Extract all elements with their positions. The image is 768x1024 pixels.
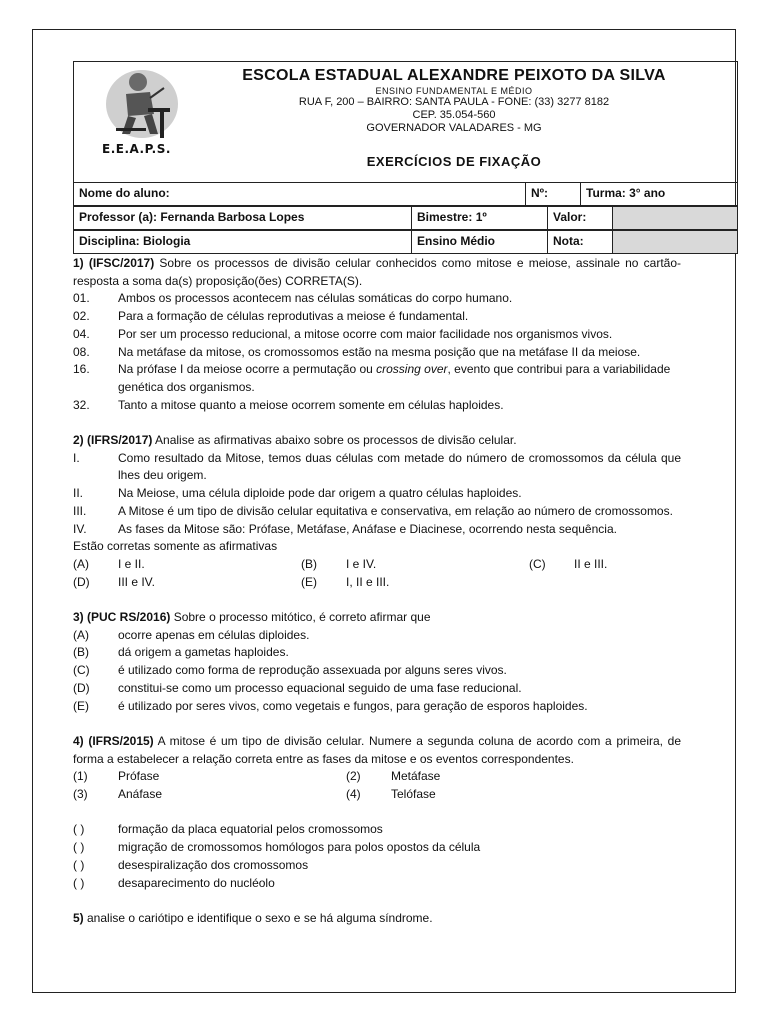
question-4	[73, 733, 681, 768]
term-field: Bimestre: 1º	[411, 206, 548, 230]
alternative[interactable]: (A) ocorre apenas em células diploides.	[73, 627, 310, 642]
question-2-item: II. Na Meiose, uma célula diploide pode dar origem a quatro células haploides.	[73, 486, 522, 501]
school-address: RUA F, 200 – BAIRRO: SANTA PAULA - FONE: (33) 3277 8182	[298, 96, 610, 108]
grade-field[interactable]	[612, 230, 738, 254]
phase-item: (3) Anáfase	[73, 787, 163, 802]
question-2-item: III. A Mitose é um tipo de divisão celular equitativa e conservativa, em relação ao número de cromossomos.	[73, 503, 673, 518]
event-item[interactable]: ( ) desaparecimento do nucléolo	[73, 875, 275, 890]
question-1-item-16: 16. Na prófase I da meiose ocorre a permutação ou crossing over, evento que contribui para a variabilidade genética dos organismos.	[73, 362, 671, 394]
question-5	[73, 910, 681, 928]
alternative[interactable]: (B) dá origem a gametas haploides.	[73, 645, 289, 660]
exercise-content	[73, 255, 681, 928]
alternative[interactable]: (A) I e II.	[73, 556, 145, 571]
question-3-source: 3) (PUC RS/2016)	[73, 610, 171, 625]
question-2-alternatives	[73, 574, 681, 592]
level-field: Ensino Médio	[411, 230, 548, 254]
question-3-intro: Sobre o processo mitótico, é correto afirmar que	[170, 610, 431, 625]
alternative[interactable]: (E) é utilizado por seres vivos, como vegetais e fungos, para geração de esporos haploides.	[73, 698, 588, 713]
value-label: Valor:	[547, 206, 613, 230]
question-1-intro: Sobre os processos de divisão celular conhecidos como mitose e meiose, assinale no cartão-resposta a soma da(s) proposição(ões) CORRETA(S).	[73, 256, 681, 288]
alternative[interactable]: (B) I e IV.	[301, 556, 377, 571]
alternative[interactable]: (D) constitui-se como um processo equacional seguido de uma fase reducional.	[73, 680, 522, 695]
event-item[interactable]: ( ) desespiralização dos cromossomos	[73, 857, 309, 872]
question-1	[73, 255, 681, 290]
question-1-item: 32. Tanto a mitose quanto a meiose ocorrem somente em células haploides.	[73, 397, 504, 412]
question-4-phases	[73, 786, 681, 804]
phase-item: (1) Prófase	[73, 769, 160, 784]
question-1-item: 04. Por ser um processo reducional, a mitose ocorre com maior facilidade nos organismos vivos.	[73, 326, 613, 341]
school-subtitle: ENSINO FUNDAMENTAL E MÉDIO	[375, 86, 533, 96]
question-4-source: 4) (IFRS/2015)	[73, 733, 154, 748]
alternative[interactable]: (E) I, II e III.	[301, 574, 390, 589]
alternative[interactable]: (D) III e IV.	[73, 574, 155, 589]
question-2-source: 2) (IFRS/2017)	[73, 433, 153, 448]
school-cep: CEP. 35.054-560	[412, 109, 496, 121]
question-3	[73, 609, 681, 627]
question-2-alternatives	[73, 556, 681, 574]
subject-field: Disciplina: Biologia	[73, 230, 412, 254]
question-5-source: 5)	[73, 910, 84, 925]
event-item[interactable]: ( ) formação da placa equatorial pelos cromossomos	[73, 822, 383, 837]
question-2-intro: Analise as afirmativas abaixo sobre os processos de divisão celular.	[152, 433, 517, 448]
school-header	[73, 61, 738, 183]
question-1-item: 01. Ambos os processos acontecem nas células somáticas do corpo humano.	[73, 291, 513, 306]
student-name-field[interactable]: Nome do aluno:	[73, 182, 526, 206]
question-1-item: 02. Para a formação de células reprodutivas a meiose é fundamental.	[73, 309, 469, 324]
question-1-item: 08. Na metáfase da mitose, os cromossomos estão na mesma posição que na metáfase II da meiose.	[73, 344, 641, 359]
question-2-item: I. Como resultado da Mitose, temos duas células com metade do número de cromossomos da célula que lhes deu origem.	[73, 450, 681, 483]
question-4-phases	[73, 768, 681, 786]
school-city: GOVERNADOR VALADARES - MG	[366, 122, 542, 134]
class-field: Turma: 3° ano	[580, 182, 738, 206]
question-2	[73, 432, 681, 450]
question-2-item: IV. As fases da Mitose são: Prófase, Metáfase, Anáfase e Diacinese, ocorrendo nesta sequência.	[73, 521, 617, 536]
value-field[interactable]	[612, 206, 738, 230]
question-1-source: 1) (IFSC/2017)	[73, 256, 155, 270]
phase-item: (4) Telófase	[346, 787, 436, 802]
school-name: ESCOLA ESTADUAL ALEXANDRE PEIXOTO DA SILVA	[242, 67, 666, 84]
question-2-stem: Estão corretas somente as afirmativas	[73, 539, 278, 554]
student-number-field[interactable]: Nº:	[525, 182, 581, 206]
event-item[interactable]: ( ) migração de cromossomos homólogos para polos opostos da célula	[73, 840, 481, 855]
alternative[interactable]: (C) é utilizado como forma de reprodução assexuada por alguns seres vivos.	[73, 663, 507, 678]
question-5-text: analise o cariótipo e identifique o sexo e se há alguma síndrome.	[83, 910, 433, 925]
school-logo-icon	[98, 68, 180, 146]
logo-caption: E.E.A.P.S.	[102, 142, 171, 156]
grade-label: Nota:	[547, 230, 613, 254]
alternative[interactable]: (C) II e III.	[529, 556, 608, 571]
phase-item: (2) Metáfase	[346, 769, 441, 784]
teacher-field: Professor (a): Fernanda Barbosa Lopes	[73, 206, 412, 230]
document-title: EXERCÍCIOS DE FIXAÇÃO	[366, 154, 542, 169]
question-4-intro: A mitose é um tipo de divisão celular. Numere a segunda coluna de acordo com a primeira, de forma a estabelecer a relação correta entre as fases da mitose e os eventos correspondentes.	[73, 733, 681, 766]
